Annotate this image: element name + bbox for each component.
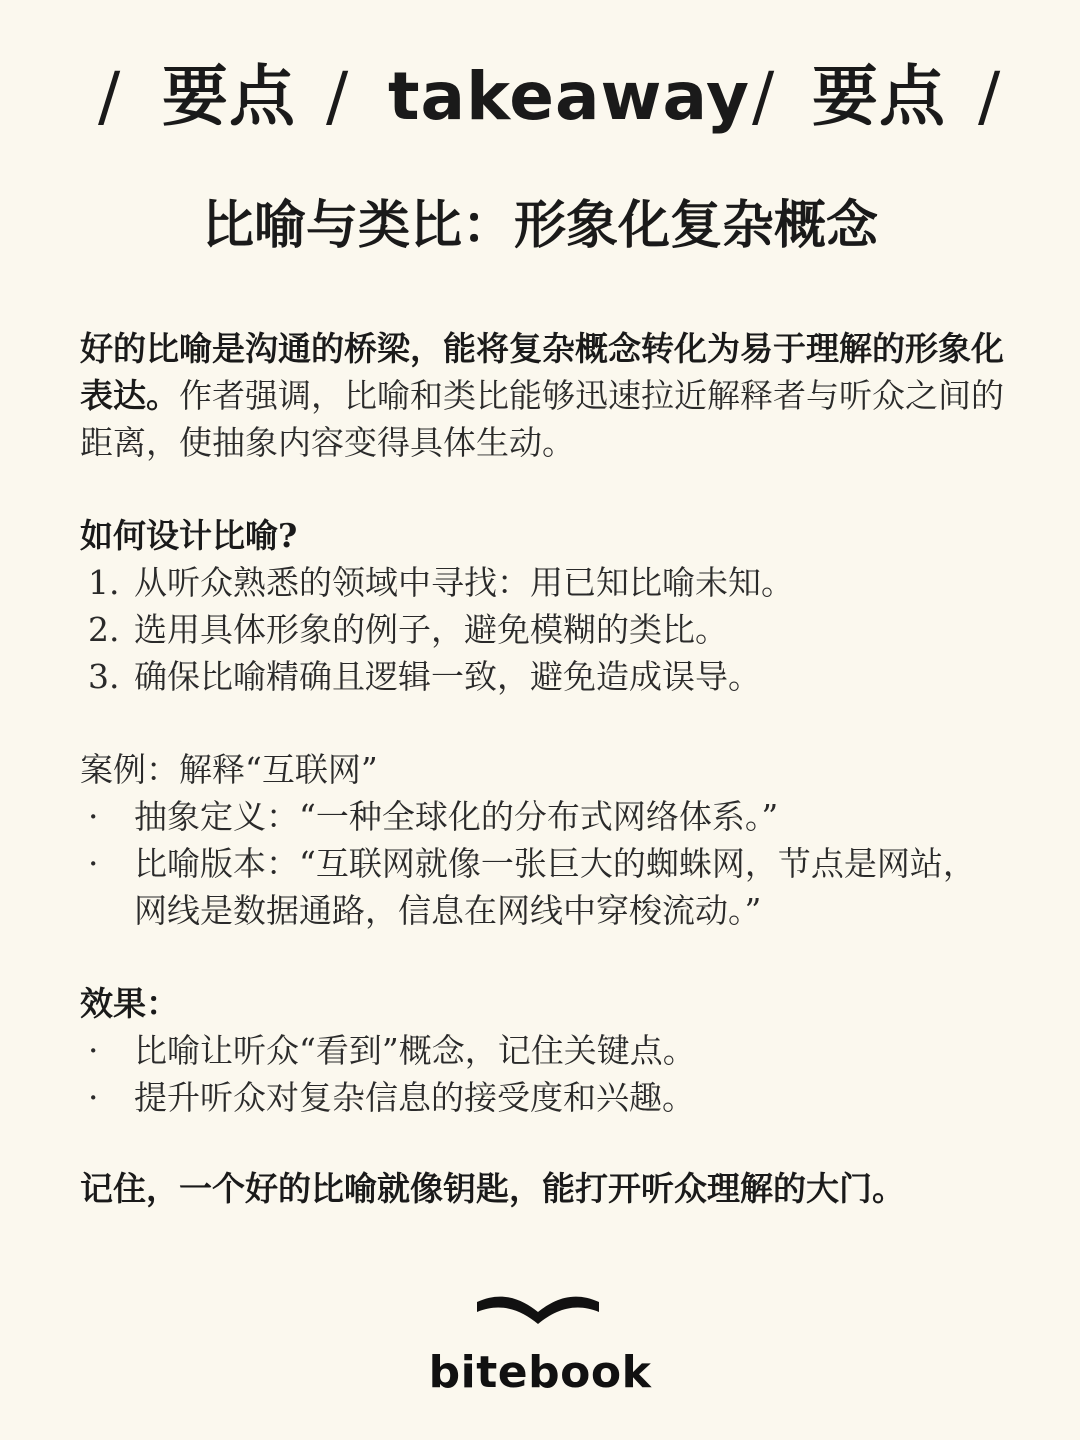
bullet-marker: · — [88, 1078, 99, 1117]
list-marker: 3. — [88, 657, 120, 696]
header-slash: / — [98, 58, 122, 135]
brand-logo-text: bitebook — [428, 1347, 652, 1398]
page-title: 比喻与类比：形象化复杂概念 — [201, 195, 878, 256]
list-item — [88, 606, 1008, 653]
list-item — [88, 653, 1008, 700]
list-marker: 2. — [88, 610, 120, 649]
bullet-marker: · — [88, 844, 99, 883]
effect-list — [88, 1027, 1008, 1121]
list-item — [88, 559, 1008, 606]
example-list — [88, 793, 1008, 934]
header-word-left: 要点 — [162, 58, 296, 135]
example-heading: 案例：解释“互联网” — [80, 750, 378, 789]
header-slash: / — [326, 58, 350, 135]
list-item — [88, 1027, 1008, 1074]
list-item-text: 选用具体形象的例子，避免模糊的类比。 — [134, 610, 728, 649]
list-item-text: 抽象定义：“一种全球化的分布式网络体系。” — [134, 797, 779, 836]
header-slash: / — [752, 58, 776, 135]
header-slash: / — [978, 58, 1002, 135]
list-item-text: 确保比喻精确且逻辑一致，避免造成误导。 — [134, 657, 761, 696]
list-item — [88, 1074, 1008, 1121]
list-marker: 1. — [88, 563, 120, 602]
bullet-marker: · — [88, 1031, 99, 1070]
closing-statement: 记住，一个好的比喻就像钥匙，能打开听众理解的大门。 — [80, 1169, 905, 1208]
list-item — [88, 840, 1008, 934]
list-item-text: 提升听众对复杂信息的接受度和兴趣。 — [134, 1078, 695, 1117]
design-list — [88, 559, 1008, 700]
list-item — [88, 793, 1008, 840]
open-book-icon — [475, 1292, 601, 1328]
intro-rest-text: 作者强调，比喻和类比能够迅速拉近解释者与听众之间的距离，使抽象内容变得具体生动。 — [80, 376, 1004, 462]
header-word-right: 要点 — [812, 58, 946, 135]
list-item-text: 从听众熟悉的领域中寻找：用已知比喻未知。 — [134, 563, 794, 602]
effect-heading: 效果： — [80, 984, 179, 1023]
design-heading: 如何设计比喻? — [80, 516, 298, 555]
bullet-marker: · — [88, 797, 99, 836]
header-word-center: takeaway — [388, 58, 751, 135]
page-header — [0, 52, 1080, 142]
list-item-text: 比喻版本：“互联网就像一张巨大的蜘蛛网，节点是网站，网线是数据通路，信息在网线中穿梭流动。” — [134, 844, 976, 930]
intro-paragraph — [80, 325, 1010, 466]
list-item-text: 比喻让听众“看到”概念，记住关键点。 — [134, 1031, 696, 1070]
intro-bold-text: 好的比喻是沟通的桥梁，能将复杂概念转化为易于理解的形象化表达。 — [80, 329, 1004, 415]
